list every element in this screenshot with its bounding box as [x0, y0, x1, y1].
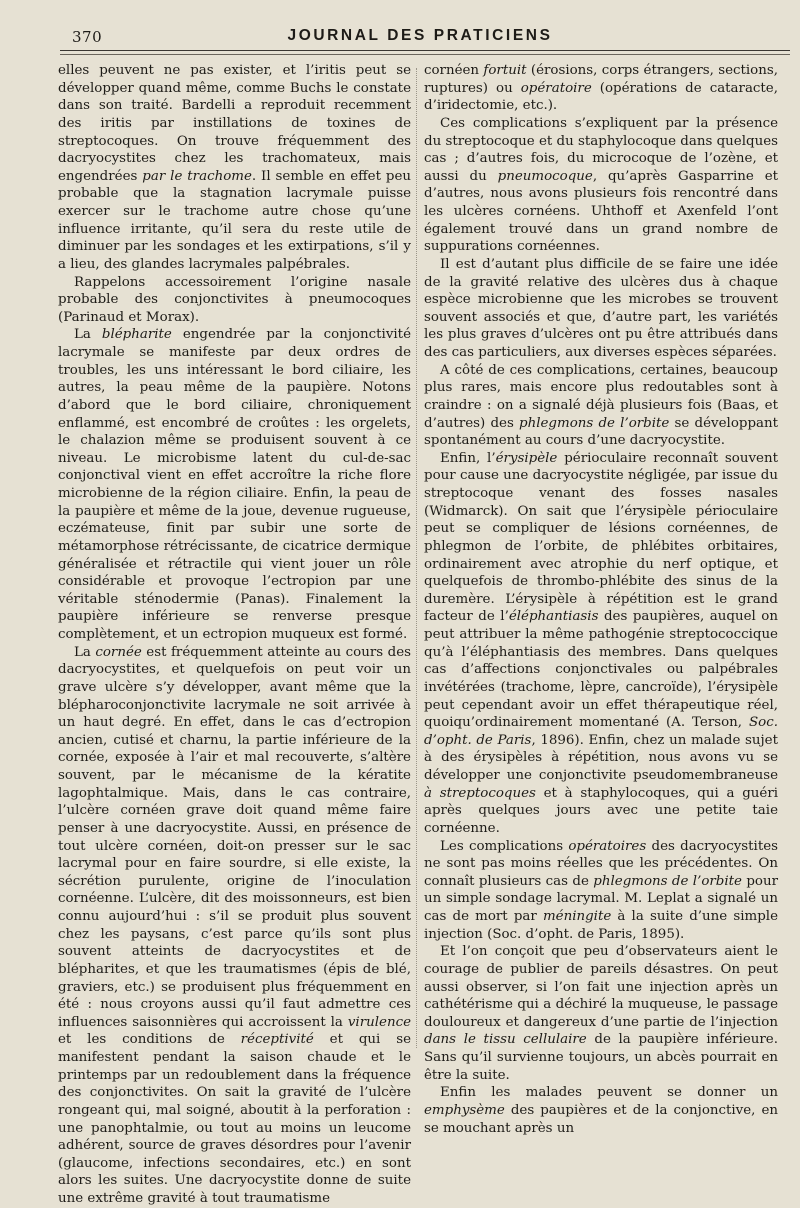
paragraph-text: et à staphylocoques, qui a guéri après quelques jours avec une petite taie cornéenne.: [424, 785, 779, 836]
right-paragraph: [424, 943, 778, 1084]
paragraph-text: , 1896). Enfin, chez un malade sujet à des érysipèles à répétition, nous avons vu se développer une conjonctivite pseudomembraneuse: [424, 732, 778, 783]
paragraph-text: (opérations de cataracte, d’iridectomie, etc.).: [424, 80, 778, 114]
italic-text: opératoire: [520, 80, 592, 96]
paragraph-text: des paupières et de la conjonctive, en se mouchant après un: [424, 1102, 778, 1136]
paragraph-text: à la suite d’une simple injection (Soc. d’opht. de Paris, 1895).: [424, 909, 778, 942]
italic-text: méningite: [542, 909, 612, 924]
right-paragraph: [424, 256, 778, 362]
left-column: [58, 62, 411, 1208]
paragraph-text: pour un simple sondage lacrymal. M. Leplat a signalé un cas de mort par: [424, 873, 778, 924]
paragraph-text: La: [74, 644, 96, 660]
italic-text: phlegmons de l’orbite: [519, 415, 670, 431]
paragraph-text: elles peuvent ne pas exister, et l’iritis peut se développer quand même, comme Buchs le constate dans son traité. Bardelli a reproduit recemment des iritis par instillations de toxines de streptocoques. On trouve fréquemment des dacryocystites chez les trachomateux, mais engendrées: [58, 63, 411, 184]
paragraph-text: Enfin, l’: [440, 450, 496, 466]
paragraph-text: Ces complications s’expliquent par la présence du streptocoque et du staphylocoque dans quelques cas ; d’autres fois, du microcoque de l’ozène, et aussi du: [424, 115, 778, 184]
header-rule-thin: [60, 54, 790, 55]
italic-text: éléphantiasis: [508, 609, 599, 625]
paragraph-text: est fréquemment atteinte au cours des dacryocystites, et quelquefois on peut voir un grave ulcère s’y développer, avant même que la blépharoconjonctivite lacrymale ne soit arrivée à un haut degré. En effet, dans le cas d’ectropion ancien, cutisé et charnu, la partie inférieure de la cornée, exposée à l’air et mal recouverte, s’altère souvent, par le mécanisme de la kératite lagophtalmique. Mais, dans le cas contraire, l’ulcère cornéen grave doit quand même faire penser à une dacryocystite. Aussi, en présence de tout ulcère cornéen, doit-on presser sur le sac lacrymal pour en faire sourdre, si elle existe, la sécrétion purulente, origine de l’inoculation cornéenne. L’ulcère, dit des moissonneurs, est bien connu aujourd’hui : s’il se produit plus souvent chez les paysans, c’est parce qu’ils sont plus souvent atteints de dacryocystites et de blépharites, et que les traumatismes (épis de blé, graviers, etc.) se produisent plus fréquemment en été : nous croyons aussi qu’il faut admettre ces influences saisonnières qui accroissent la: [58, 644, 411, 1030]
paragraph-text: de la paupière inférieure. Sans qu’il survienne toujours, un abcès pourrait en être la suite.: [424, 1032, 778, 1083]
italic-text: blépharite: [101, 327, 172, 343]
running-title: JOURNAL DES PRATICIENS: [287, 27, 553, 44]
italic-text: fortuit: [483, 63, 527, 78]
italic-text: virulence: [347, 1014, 411, 1030]
paragraph-text: Enfin les malades peuvent se donner un: [440, 1085, 778, 1101]
italic-text: réceptivité: [240, 1032, 314, 1048]
right-paragraph: [424, 62, 778, 115]
paragraph-text: , qu’après Gasparrine et d’autres, nous avons plusieurs fois rencontré dans les ulcères cornéens. Uhthoff et Axenfeld l’ont également trouvé dans un grand nombre de suppurations cornéennes.: [424, 168, 779, 255]
paragraph-text: des dacryocystites ne sont pas moins réelles que les précédentes. On connaît plusieurs cas de: [424, 838, 778, 889]
right-paragraph: [424, 362, 778, 450]
paragraph-text: Il est d’autant plus difficile de se faire une idée de la gravité relative des ulcères dus à chaque espèce microbienne que les microbes se trouvent souvent associés et que, d’autre part, les variétés les plus graves d’ulcères ont pu être attribués dans des cas particuliers, aux diverses espèces séparées.: [424, 256, 778, 360]
italic-text: Soc. d’opht. de Paris: [424, 715, 778, 748]
right-paragraph: [424, 1084, 778, 1137]
right-paragraph: [424, 838, 778, 944]
paragraph-text: (érosions, corps étrangers, sections, ruptures) ou: [424, 63, 778, 96]
left-paragraph: [58, 644, 411, 1208]
left-paragraph: [58, 274, 411, 327]
page-number: 370: [72, 28, 103, 46]
paragraph-text: cornéen: [424, 63, 484, 78]
paragraph-text: périoculaire reconnaît souvent pour cause une dacryocystite négligée, par issue du streptocoque venant des fosses nasales (Widmarck). On sait que l’érysipèle périoculaire peut se compliquer de lésions cornéennes, de phlegmon de l’orbite, de phlébites orbitaires, ordinairement avec atrophie du nerf optique, et quelquefois de thrombo-phlébite des sinus de la duremère. L’érysipèle à répétition est le grand facteur de l’: [424, 450, 778, 625]
italic-text: par le trachome: [142, 168, 252, 184]
left-paragraph: [58, 62, 411, 274]
paragraph-text: et qui se manifestent pendant la saison chaude et le printemps par un redoublement dans la fréquence des conjonctivites. On sait la gravité de l’ulcère rongeant qui, mal soigné, aboutit à la perforation : une panophtalmie, ou tout au moins un leucome adhérent, source de graves désordres pour l’avenir (glaucome, infections secondaires, etc.) en sont alors les suites. Une dacryocystite donne de suite une extrême gravité à tout traumatisme: [58, 1032, 412, 1206]
right-paragraph: [424, 115, 778, 256]
paragraph-text: La: [74, 327, 102, 343]
italic-text: emphysème: [424, 1102, 505, 1118]
italic-text: phlegmons de l’orbite: [593, 873, 742, 889]
italic-text: à streptocoques: [424, 785, 536, 801]
right-column: [424, 62, 778, 1137]
paragraph-text: Les complications: [440, 838, 569, 854]
paragraph-text: et les conditions de: [58, 1032, 241, 1048]
paragraph-text: engendrée par la conjonctivité lacrymale se manifeste par deux ordres de troubles, les uns intéressant le bord ciliaire, les autres, la peau même de la paupière. Notons d’abord que le bord ciliaire, chroniquement enflammé, est encombré de croûtes : les orgelets, le chalazion même se produisent souvent à ce niveau. Le microbisme latent du cul-de-sac conjonctival vient en effet accroître la riche flore microbienne de la région ciliaire. Enfin, la peau de la paupière et même de la joue, devenue rugueuse, eczémateuse, finit par subir une sorte de métamorphose rétrécissante, de cicatrice dermique généralisée et rétractile qui vient jouer un rôle considérable et provoque l’ectropion par une véritable sténodermie (Panas). Finalement la paupière inférieure se renverse presque complètement, et un ectropion muqueux est formé.: [58, 327, 411, 642]
header-rule: [60, 50, 790, 51]
right-paragraph: [424, 450, 778, 838]
italic-text: érysipèle: [495, 450, 558, 466]
paragraph-text: Et l’on conçoit que peu d’observateurs aient le courage de publier de pareils désastres. On peut aussi observer, si l’on fait une injection après un cathétérisme qui a déchiré la muqueuse, le passage douloureux et dangereux d’une partie de l’injection: [424, 944, 778, 1030]
italic-text: dans le tissu cellulaire: [424, 1032, 587, 1048]
italic-text: opératoires: [568, 838, 647, 854]
paragraph-text: Rappelons accessoirement l’origine nasale probable des conjonctivites à pneumocoques (Parinaud et Morax).: [58, 274, 411, 325]
italic-text: cornée: [95, 644, 142, 660]
paragraph-text: se développant spontanément au cours d’une dacryocystite.: [424, 415, 779, 449]
paragraph-text: des paupières, auquel on peut attribuer la même pathogénie streptococcique qu’à l’éléphantiasis des membres. Dans quelques cas d’affections conjonctivales ou palpébrales invétérées (trachome, lèpre, cancroïde), l’érysipèle peut cependant avoir un effet thérapeutique réel, quoiqu’ordinairement momentané (A. Terson,: [424, 609, 778, 731]
paragraph-text: A côté de ces complications, certaines, beaucoup plus rares, mais encore plus redoutables sont à craindre : on a signalé déjà plusieurs fois (Baas, et d’autres) des: [424, 362, 778, 431]
page-header: [0, 0, 800, 70]
left-paragraph: [58, 326, 411, 643]
column-divider: [416, 68, 417, 1048]
italic-text: pneumocoque: [497, 168, 593, 184]
paragraph-text: . Il semble en effet peu probable que la stagnation lacrymale puisse exercer sur le trachome autre chose qu’une influence irritante, qu’il sera du reste utile de diminuer par les sondages et les extirpations, s’il y a lieu, des glandes lacrymales palpébrales.: [58, 168, 411, 272]
